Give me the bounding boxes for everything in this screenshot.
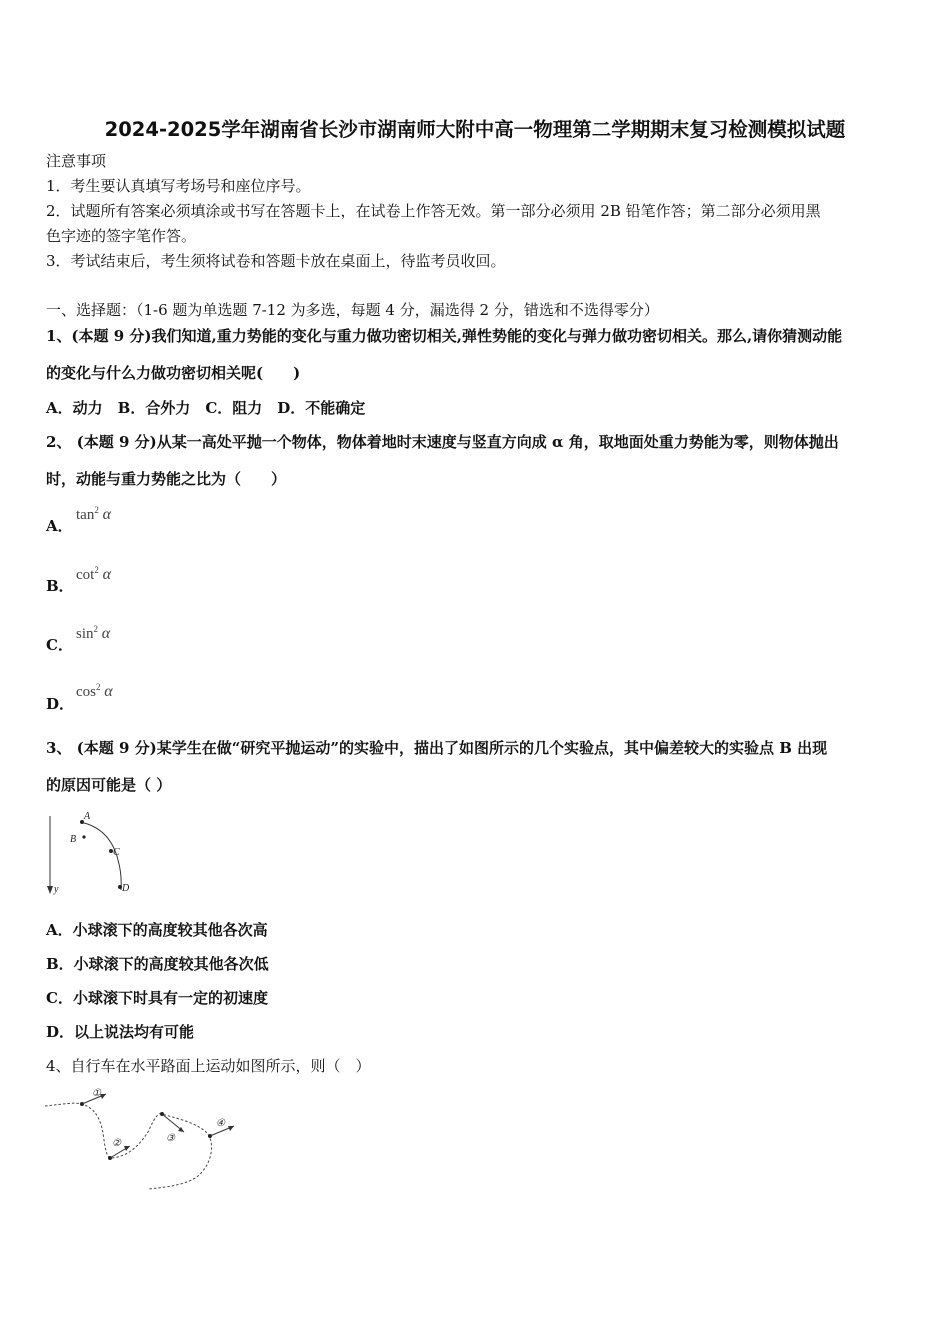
y-axis-arrow xyxy=(47,886,53,894)
label-a: A xyxy=(84,811,91,822)
q2-option-b-label: B． xyxy=(46,577,74,595)
q3-stem-line1: 3、 (本题 9 分)某学生在做“研究平抛运动”的实验中，描出了如图所示的几个实验点，其中偏差较大的实验点 B 出现 xyxy=(46,739,828,757)
q3-trajectory-figure xyxy=(40,806,140,901)
section-heading: 一、选择题：（1-6 题为单选题 7-12 为多选，每题 4 分，漏选得 2 分，错选和不选得零分） xyxy=(46,301,659,319)
q2-option-c-label: C． xyxy=(46,636,73,654)
q2-option-a-label: A． xyxy=(46,517,73,535)
label-2: ② xyxy=(112,1138,121,1149)
q3-option-c xyxy=(46,988,268,1008)
label-4: ④ xyxy=(216,1118,225,1129)
q1-stem-line1: 1、(本题 9 分)我们知道,重力势能的变化与重力做功密切相关,弹性势能的变化与弹力做功密切相关。那么,请你猜测动能 xyxy=(46,327,843,345)
q2-option-a-formula: $\tan^2 \alpha$ xyxy=(76,505,111,523)
q3-option-c-text: C．小球滚下时具有一定的初速度 xyxy=(46,989,268,1007)
q4-stem: 4、自行车在水平路面上运动如图所示，则（ ） xyxy=(46,1057,371,1075)
label-y: y xyxy=(54,884,59,895)
label-b: B xyxy=(70,834,77,845)
notice-item-1: 1．考生要认真填写考场号和座位序号。 xyxy=(46,177,311,195)
q1-options: A．动力 B．合外力 C．阻力 D．不能确定 xyxy=(46,399,366,417)
label-c: C xyxy=(113,847,120,858)
label-d: D xyxy=(122,883,130,894)
q3-option-b xyxy=(46,954,269,974)
q3-option-d-text: D．以上说法均有可能 xyxy=(46,1023,195,1041)
q3-stem-line2: 的原因可能是（ ） xyxy=(46,776,172,794)
q3-option-a-text: A．小球滚下的高度较其他各次高 xyxy=(46,921,268,939)
q2-option-c-formula: $\sin^2 \alpha$ xyxy=(76,624,111,642)
q3-option-d xyxy=(46,1022,194,1042)
notice-item-3: 3．考试结束后，考生须将试卷和答题卡放在桌面上，待监考员收回。 xyxy=(46,252,506,270)
q2-option-b-formula: $\cot^2 \alpha$ xyxy=(76,565,111,583)
q3-option-b-text: B．小球滚下的高度较其他各次低 xyxy=(46,955,269,973)
q2-option-d-formula: $\cos^2 \alpha$ xyxy=(76,682,113,700)
q2-stem-line2: 时，动能与重力势能之比为（ ） xyxy=(46,470,287,488)
notice-item-2: 2．试题所有答案必须填涂或书写在答题卡上，在试卷上作答无效。第一部分必须用 2B 铅笔作答；第二部分必须用黑 xyxy=(46,202,821,220)
notice-item-2-cont: 色字迹的签字笔作答。 xyxy=(46,227,197,245)
label-1: ① xyxy=(92,1088,101,1099)
q1-stem-line2: 的变化与什么力做功密切相关呢( ) xyxy=(46,364,301,382)
point-b xyxy=(82,835,85,838)
notice-heading: 注意事项 xyxy=(46,152,107,170)
page-title: 2024-2025学年湖南省长沙市湖南师大附中高一物理第二学期期末复习检测模拟试题 xyxy=(104,118,846,141)
q3-option-a xyxy=(46,920,268,940)
q2-option-d-label: D． xyxy=(46,695,75,713)
q4-bicycle-path-figure xyxy=(40,1084,250,1199)
q2-stem-line1: 2、 (本题 9 分)从某一高处平抛一个物体，物体着地时末速度与竖直方向成 α 角，取地面处重力势能为零，则物体抛出 xyxy=(46,433,839,451)
label-3: ③ xyxy=(166,1133,175,1144)
